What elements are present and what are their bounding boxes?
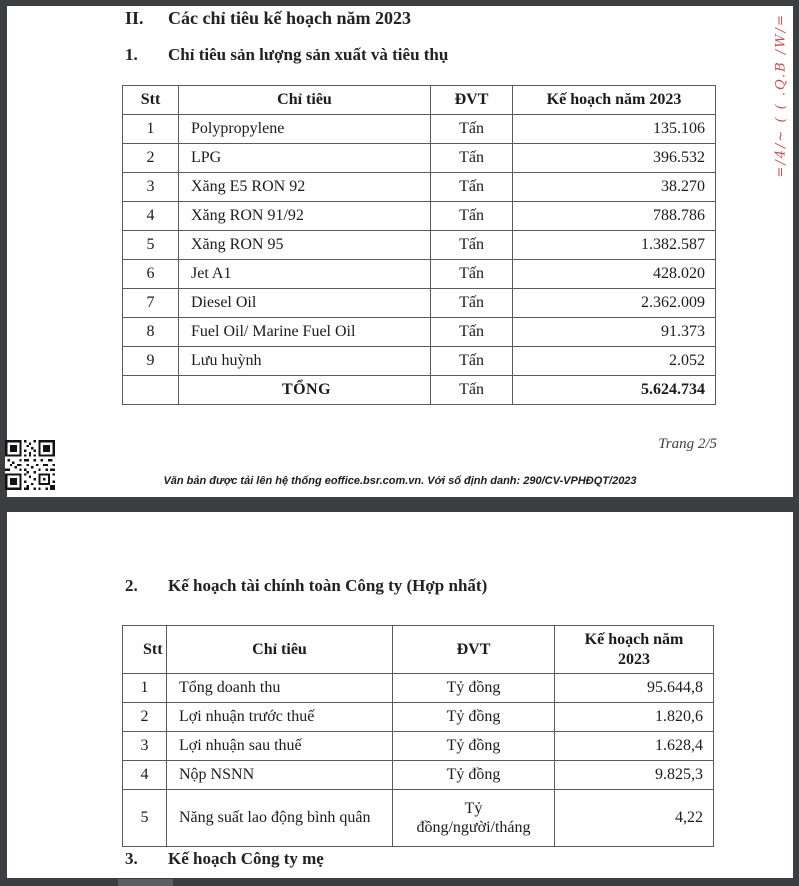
table-row bbox=[123, 318, 716, 347]
scrollbar-fragment[interactable] bbox=[118, 879, 173, 886]
cell-name: Polypropylene bbox=[179, 115, 431, 144]
table-header-row bbox=[123, 86, 716, 115]
cell-stt: 2 bbox=[123, 703, 167, 732]
table-row bbox=[123, 115, 716, 144]
col-header-chi-tieu: Chỉ tiêu bbox=[179, 86, 431, 115]
cell-value: 1.628,4 bbox=[555, 732, 714, 761]
col-header-ke-hoach: Kế hoạch năm 2023 bbox=[555, 626, 714, 674]
cell-unit: Tấn bbox=[431, 173, 513, 202]
cell-unit: Tỷ đồng bbox=[393, 732, 555, 761]
production-plan-table bbox=[122, 85, 716, 405]
table-row bbox=[123, 202, 716, 231]
financial-plan-table bbox=[122, 625, 714, 847]
cell-unit: Tấn bbox=[431, 231, 513, 260]
col-header-dvt: ĐVT bbox=[393, 626, 555, 674]
section-heading bbox=[125, 8, 411, 29]
cell-name: Jet A1 bbox=[179, 260, 431, 289]
cell-unit: Tấn bbox=[431, 202, 513, 231]
table-row bbox=[123, 289, 716, 318]
cell-value: 38.270 bbox=[513, 173, 716, 202]
cell-value: 1.820,6 bbox=[555, 703, 714, 732]
cell-stt: 5 bbox=[123, 231, 179, 260]
cell-total-label: TỔNG bbox=[179, 376, 431, 405]
subsection-3-heading bbox=[125, 849, 324, 869]
cell-unit: Tấn bbox=[431, 260, 513, 289]
subsection-3-title: Kế hoạch Công ty mẹ bbox=[168, 849, 324, 868]
subsection-3-number: 3. bbox=[125, 849, 138, 868]
table-row bbox=[123, 790, 714, 847]
eoffice-upload-note: Văn bản được tải lên hệ thống eoffice.bsr.com.vn. Với số định danh: 290/CV-VPHĐQT/2023 bbox=[163, 475, 637, 487]
table-row bbox=[123, 260, 716, 289]
cell-name: Nộp NSNN bbox=[167, 761, 393, 790]
cell-stt: 9 bbox=[123, 347, 179, 376]
table-row bbox=[123, 347, 716, 376]
cell-unit: Tỷ đồng bbox=[393, 703, 555, 732]
cell-stt: 5 bbox=[123, 790, 167, 847]
table-total-row bbox=[123, 376, 716, 405]
cell-value: 1.382.587 bbox=[513, 231, 716, 260]
cell-value: 2.052 bbox=[513, 347, 716, 376]
cell-name: Lưu huỳnh bbox=[179, 347, 431, 376]
cell-name: Lợi nhuận trước thuế bbox=[167, 703, 393, 732]
cell-name: LPG bbox=[179, 144, 431, 173]
cell-value: 788.786 bbox=[513, 202, 716, 231]
cell-stt: 2 bbox=[123, 144, 179, 173]
cell-value: 428.020 bbox=[513, 260, 716, 289]
col-header-stt: Stt bbox=[123, 626, 167, 674]
cell-unit: Tấn bbox=[431, 318, 513, 347]
table-row bbox=[123, 144, 716, 173]
qr-code bbox=[3, 440, 57, 490]
cell-value: 2.362.009 bbox=[513, 289, 716, 318]
table-row bbox=[123, 761, 714, 790]
cell-name: Diesel Oil bbox=[179, 289, 431, 318]
subsection-1-title: Chỉ tiêu sản lượng sản xuất và tiêu thụ bbox=[168, 45, 449, 64]
cell-stt: 3 bbox=[123, 732, 167, 761]
cell-stt-empty bbox=[123, 376, 179, 405]
cell-name: Xăng E5 RON 92 bbox=[179, 173, 431, 202]
cell-unit: Tấn bbox=[431, 289, 513, 318]
cell-value: 95.644,8 bbox=[555, 674, 714, 703]
cell-stt: 4 bbox=[123, 202, 179, 231]
table-row bbox=[123, 703, 714, 732]
document-page-2 bbox=[7, 512, 793, 878]
table-row bbox=[123, 674, 714, 703]
page-number: Trang 2/5 bbox=[658, 436, 717, 452]
cell-unit: Tấn bbox=[431, 144, 513, 173]
table-header-row bbox=[123, 626, 714, 674]
cell-total-unit: Tấn bbox=[431, 376, 513, 405]
cell-name: Tổng doanh thu bbox=[167, 674, 393, 703]
cell-stt: 1 bbox=[123, 115, 179, 144]
subsection-1-heading bbox=[125, 45, 448, 65]
cell-value: 396.532 bbox=[513, 144, 716, 173]
col-header-dvt: ĐVT bbox=[431, 86, 513, 115]
cell-value: 9.825,3 bbox=[555, 761, 714, 790]
section-title: Các chỉ tiêu kế hoạch năm 2023 bbox=[168, 8, 411, 28]
table-row bbox=[123, 231, 716, 260]
cell-unit: Tấn bbox=[431, 347, 513, 376]
cell-unit: Tỷ đồng bbox=[393, 674, 555, 703]
cell-unit: Tỷ đồng bbox=[393, 761, 555, 790]
subsection-2-number: 2. bbox=[125, 576, 138, 595]
handwritten-annotation-text: =/4/~ ( ( .Q.B /W/= bbox=[773, 13, 789, 178]
document-page-1 bbox=[7, 6, 793, 497]
cell-stt: 7 bbox=[123, 289, 179, 318]
cell-value: 91.373 bbox=[513, 318, 716, 347]
table-row bbox=[123, 732, 714, 761]
cell-stt: 4 bbox=[123, 761, 167, 790]
subsection-2-title: Kế hoạch tài chính toàn Công ty (Hợp nhất) bbox=[168, 576, 488, 595]
col-header-ke-hoach: Kế hoạch năm 2023 bbox=[513, 86, 716, 115]
col-header-chi-tieu: Chỉ tiêu bbox=[167, 626, 393, 674]
table-row bbox=[123, 173, 716, 202]
subsection-2-heading bbox=[125, 576, 487, 596]
cell-name: Năng suất lao động bình quân bbox=[167, 790, 393, 847]
subsection-1-number: 1. bbox=[125, 45, 138, 64]
cell-value: 4,22 bbox=[555, 790, 714, 847]
col-header-stt: Stt bbox=[123, 86, 179, 115]
section-number: II. bbox=[125, 8, 144, 28]
cell-unit: Tỷ đồng/người/tháng bbox=[393, 790, 555, 847]
cell-stt: 8 bbox=[123, 318, 179, 347]
cell-total-value: 5.624.734 bbox=[513, 376, 716, 405]
cell-name: Fuel Oil/ Marine Fuel Oil bbox=[179, 318, 431, 347]
cell-unit: Tấn bbox=[431, 115, 513, 144]
cell-name: Lợi nhuận sau thuế bbox=[167, 732, 393, 761]
cell-stt: 3 bbox=[123, 173, 179, 202]
cell-stt: 6 bbox=[123, 260, 179, 289]
cell-name: Xăng RON 91/92 bbox=[179, 202, 431, 231]
cell-stt: 1 bbox=[123, 674, 167, 703]
cell-value: 135.106 bbox=[513, 115, 716, 144]
cell-name: Xăng RON 95 bbox=[179, 231, 431, 260]
